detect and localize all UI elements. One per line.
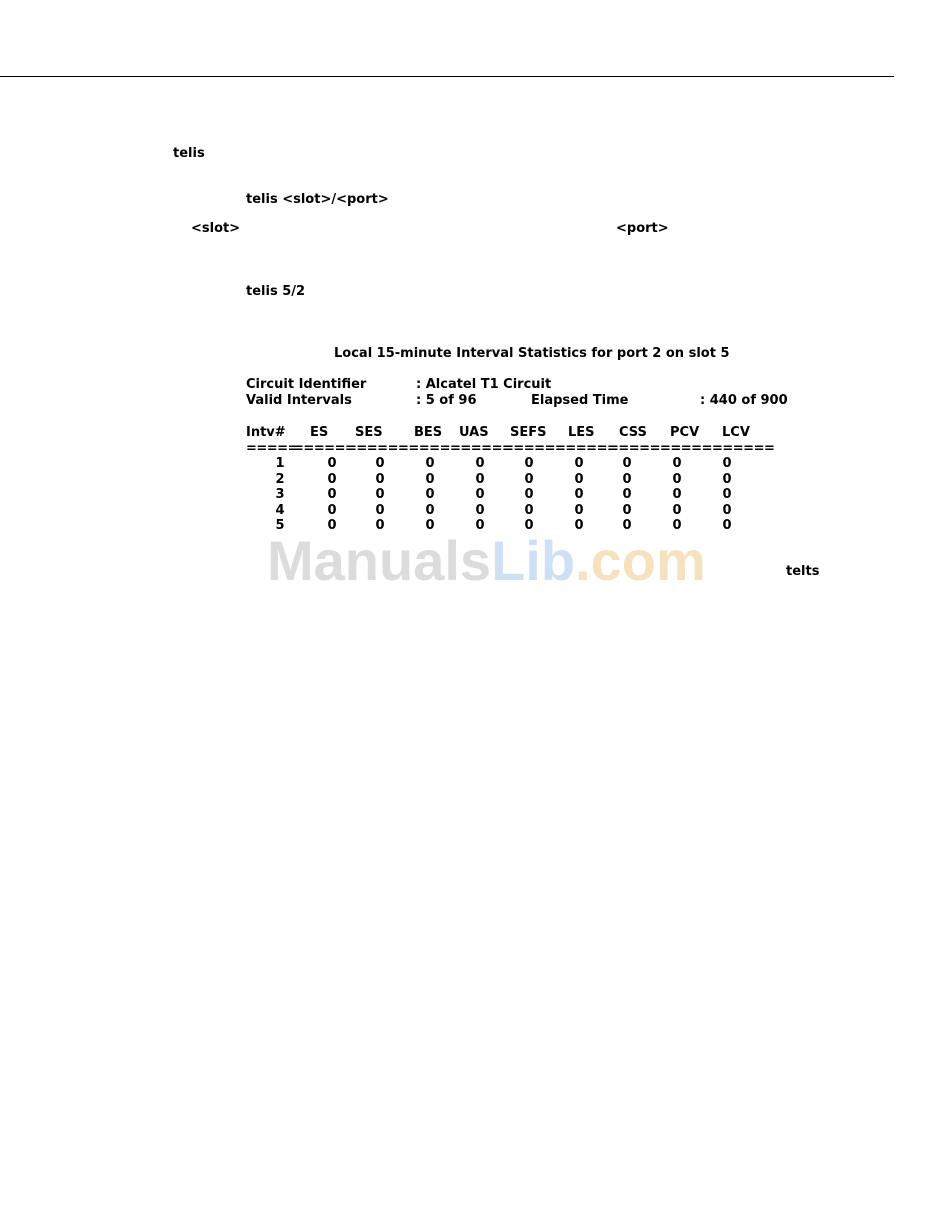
column-header: LES [568,425,595,440]
table-cell: 0 [722,487,732,502]
table-cell: 0 [622,456,632,471]
table-cell: 0 [622,503,632,518]
table-cell: 0 [524,503,534,518]
column-separator: ====== [555,441,618,456]
table-cell: 0 [672,472,682,487]
table-cell: 0 [475,518,485,533]
table-cell: 0 [425,487,435,502]
column-header: BES [414,425,443,440]
column-separator: ====== [346,441,409,456]
table-cell: 0 [425,472,435,487]
elapsed-time-label: Elapsed Time [531,393,629,408]
column-header: SES [355,425,383,440]
table-cell: 3 [275,487,285,502]
watermark-part: .com [575,529,706,592]
column-separator: ====== [293,441,356,456]
column-header: LCV [722,425,750,440]
table-cell: 0 [672,503,682,518]
table-row [0,487,950,503]
table-row [0,472,950,488]
table-cell: 0 [672,456,682,471]
table-cell: 0 [524,472,534,487]
table-cell: 0 [722,472,732,487]
command-heading: telis [173,146,205,161]
table-row [0,456,950,472]
table-cell: 0 [622,518,632,533]
table-cell: 0 [327,518,337,533]
table-cell: 0 [327,487,337,502]
table-cell: 0 [524,518,534,533]
column-separator: ====== [608,441,671,456]
table-cell: 0 [672,487,682,502]
table-cell: 0 [475,503,485,518]
table-cell: 0 [425,518,435,533]
table-cell: 0 [375,487,385,502]
table-cell: 0 [722,456,732,471]
param-port: <port> [616,221,669,236]
table-cell: 5 [275,518,285,533]
table-cell: 0 [574,456,584,471]
column-header: UAS [459,425,489,440]
table-cell: 0 [524,487,534,502]
table-cell: 0 [475,456,485,471]
table-cell: 0 [574,518,584,533]
table-cell: 0 [622,487,632,502]
output-title: Local 15-minute Interval Statistics for port 2 on slot 5 [334,346,730,361]
param-slot: <slot> [191,221,241,236]
table-cell: 0 [622,472,632,487]
table-cell: 0 [475,487,485,502]
table-cell: 4 [275,503,285,518]
table-cell: 0 [672,518,682,533]
table-cell: 0 [375,503,385,518]
circuit-identifier-label: Circuit Identifier [246,377,367,392]
watermark-part: Manuals [267,529,492,592]
elapsed-time-value: : 440 of 900 [700,393,788,408]
valid-intervals-label: Valid Intervals [246,393,352,408]
table-cell: 0 [327,472,337,487]
column-separator: ====== [712,441,775,456]
table-cell: 0 [425,456,435,471]
table-cell: 0 [375,456,385,471]
side-note: telts [786,564,820,579]
table-cell: 0 [574,503,584,518]
table-cell: 0 [524,456,534,471]
table-cell: 0 [375,472,385,487]
column-separator: ====== [398,441,461,456]
column-separator: ====== [660,441,723,456]
syntax-line: telis <slot>/<port> [246,192,389,207]
column-separator: ====== [450,441,513,456]
table-cell: 0 [375,518,385,533]
example-command: telis 5/2 [246,284,306,299]
table-cell: 0 [722,518,732,533]
column-header: ES [310,425,329,440]
table-cell: 1 [275,456,285,471]
watermark-logo [267,530,706,592]
table-cell: 0 [327,503,337,518]
table-cell: 0 [425,503,435,518]
column-header: Intv# [246,425,286,440]
column-separator: ===== [246,441,298,456]
column-separator: ====== [503,441,566,456]
table-cell: 0 [327,456,337,471]
column-header: SEFS [510,425,547,440]
table-row [0,503,950,519]
table-cell: 0 [574,487,584,502]
circuit-identifier-value: : Alcatel T1 Circuit [416,377,552,392]
watermark-part: Lib [491,529,576,592]
table-cell: 0 [574,472,584,487]
header-rule [0,76,894,77]
table-cell: 0 [475,472,485,487]
table-cell: 0 [722,503,732,518]
column-header: PCV [670,425,700,440]
column-header: CSS [619,425,647,440]
valid-intervals-value: : 5 of 96 [416,393,477,408]
table-cell: 2 [275,472,285,487]
